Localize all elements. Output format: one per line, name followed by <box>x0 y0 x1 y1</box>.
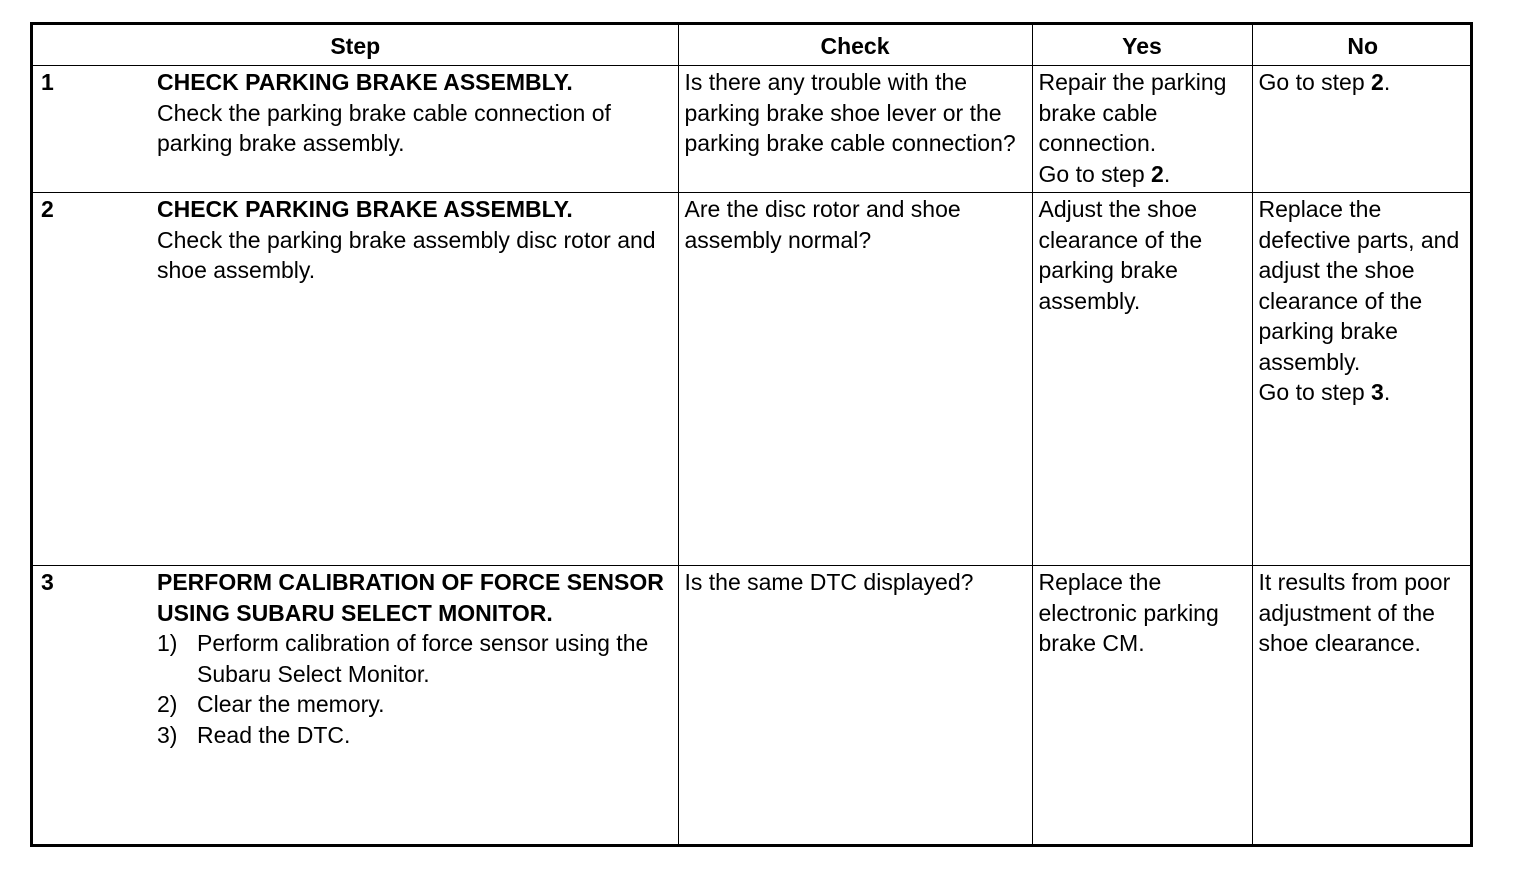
no-cell <box>1252 66 1473 193</box>
yes-text: Replace the electronic parking brake CM. <box>1038 569 1219 656</box>
yes-goto: Go to step 2. <box>1038 160 1171 187</box>
step-body: Check the parking brake assembly disc rotor and shoe assembly. <box>157 226 656 283</box>
yes-cell <box>1032 566 1252 845</box>
step-cell <box>33 193 678 566</box>
check-text: Is the same DTC displayed? <box>684 569 974 595</box>
check-text: Are the disc rotor and shoe assembly normal? <box>684 196 961 253</box>
header-step: Step <box>33 25 678 66</box>
header-row <box>33 25 1473 66</box>
yes-cell <box>1032 193 1252 566</box>
step-title: CHECK PARKING BRAKE ASSEMBLY. <box>157 69 573 95</box>
step-cell <box>33 66 678 193</box>
step-title: PERFORM CALIBRATION OF FORCE SENSOR USING SUBARU SELECT MONITOR. <box>157 569 664 626</box>
substep-item: 2) Clear the memory. <box>157 691 385 717</box>
step-body: Check the parking brake cable connection of parking brake assembly. <box>157 99 611 156</box>
no-goto: Go to step 2. <box>1258 69 1391 95</box>
step-number: 1 <box>41 69 54 95</box>
check-text: Is there any trouble with the parking brake shoe lever or the parking brake cable connection? <box>684 69 1016 156</box>
step-number: 3 <box>41 569 54 595</box>
header-yes: Yes <box>1032 25 1252 66</box>
table-row <box>33 193 1473 566</box>
yes-cell <box>1032 66 1252 193</box>
no-goto: Go to step 3. <box>1258 379 1391 405</box>
header-check: Check <box>678 25 1032 66</box>
check-cell <box>678 566 1032 845</box>
check-cell <box>678 193 1032 566</box>
table-row <box>33 66 1473 193</box>
no-cell <box>1252 193 1473 566</box>
step-title: CHECK PARKING BRAKE ASSEMBLY. <box>157 196 573 222</box>
substep-item: 3) Read the DTC. <box>157 721 351 748</box>
no-text: It results from poor adjustment of the shoe clearance. <box>1258 569 1451 656</box>
table-row <box>33 566 1473 845</box>
diagnostic-table <box>33 25 1473 844</box>
diagnostic-table-frame <box>30 22 1473 847</box>
yes-text: Repair the parking brake cable connection. <box>1038 69 1227 156</box>
yes-text: Adjust the shoe clearance of the parking brake assembly. <box>1038 196 1203 314</box>
no-text: Replace the defective parts, and adjust the shoe clearance of the parking brake assembly. <box>1258 196 1460 375</box>
check-cell <box>678 66 1032 193</box>
substep-item: 1) Perform calibration of force sensor using the Subaru Select Monitor. <box>157 630 649 687</box>
header-no: No <box>1252 25 1473 66</box>
no-cell <box>1252 566 1473 845</box>
step-cell <box>33 566 678 845</box>
step-number: 2 <box>41 196 54 222</box>
